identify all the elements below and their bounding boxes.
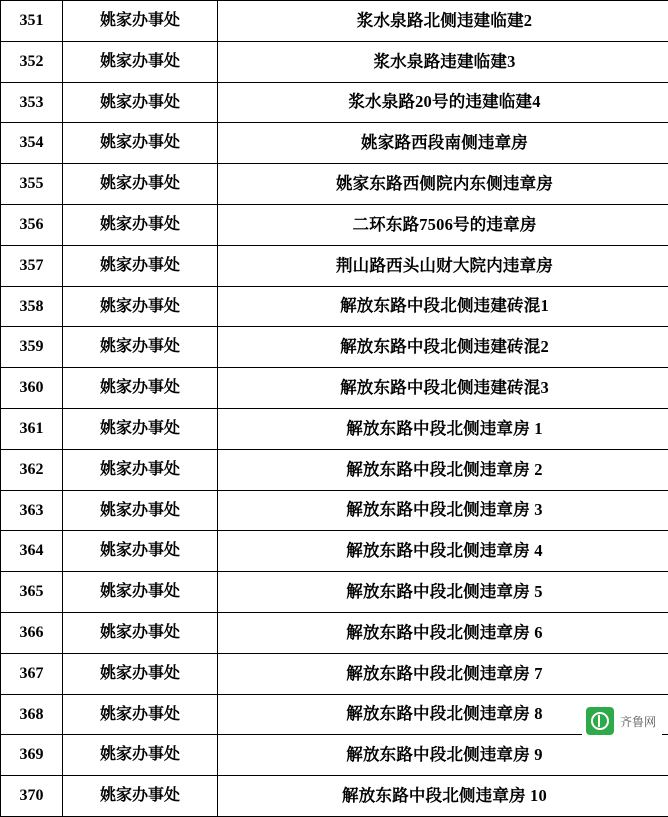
table-row: [1, 1, 668, 42]
table-row: [1, 368, 668, 409]
table-row: [1, 490, 668, 531]
table-row: [1, 531, 668, 572]
row-description: 浆水泉路20号的违建临建4: [218, 82, 668, 123]
row-office: 姚家办事处: [63, 694, 218, 735]
row-index: 362: [1, 449, 63, 490]
row-index: 368: [1, 694, 63, 735]
row-description: 解放东路中段北侧违章房 5: [218, 572, 668, 613]
table-row: [1, 245, 668, 286]
row-index: 365: [1, 572, 63, 613]
row-office: 姚家办事处: [63, 776, 218, 817]
row-index: 360: [1, 368, 63, 409]
row-index: 366: [1, 612, 63, 653]
row-description: 二环东路7506号的违章房: [218, 204, 668, 245]
row-index: 363: [1, 490, 63, 531]
row-index: 356: [1, 204, 63, 245]
row-description: 姚家路西段南侧违章房: [218, 123, 668, 164]
row-description: 解放东路中段北侧违章房 7: [218, 653, 668, 694]
table-row: [1, 449, 668, 490]
row-office: 姚家办事处: [63, 164, 218, 205]
row-description: 浆水泉路北侧违建临建2: [218, 1, 668, 42]
table-row: [1, 204, 668, 245]
row-office: 姚家办事处: [63, 531, 218, 572]
row-index: 361: [1, 408, 63, 449]
row-office: 姚家办事处: [63, 327, 218, 368]
qilu-logo-icon: [586, 707, 614, 735]
row-office: 姚家办事处: [63, 204, 218, 245]
row-index: 367: [1, 653, 63, 694]
row-index: 355: [1, 164, 63, 205]
row-index: 364: [1, 531, 63, 572]
row-description: 解放东路中段北侧违章房 10: [218, 776, 668, 817]
row-office: 姚家办事处: [63, 612, 218, 653]
row-index: 354: [1, 123, 63, 164]
row-description: 解放东路中段北侧违建砖混1: [218, 286, 668, 327]
source-badge: [582, 703, 662, 739]
source-badge-label: 齐鲁网: [620, 713, 656, 730]
row-index: 357: [1, 245, 63, 286]
row-description: 解放东路中段北侧违建砖混3: [218, 368, 668, 409]
row-index: 353: [1, 82, 63, 123]
row-description: 解放东路中段北侧违建砖混2: [218, 327, 668, 368]
row-description: 解放东路中段北侧违章房 9: [218, 735, 668, 776]
row-description: 解放东路中段北侧违章房 6: [218, 612, 668, 653]
row-office: 姚家办事处: [63, 572, 218, 613]
row-office: 姚家办事处: [63, 41, 218, 82]
table-row: [1, 735, 668, 776]
row-office: 姚家办事处: [63, 123, 218, 164]
row-description: 浆水泉路违建临建3: [218, 41, 668, 82]
row-index: 359: [1, 327, 63, 368]
table-row: [1, 286, 668, 327]
row-description: 解放东路中段北侧违章房 1: [218, 408, 668, 449]
table-row: [1, 327, 668, 368]
row-description: 解放东路中段北侧违章房 3: [218, 490, 668, 531]
row-office: 姚家办事处: [63, 449, 218, 490]
table-row: [1, 82, 668, 123]
row-office: 姚家办事处: [63, 286, 218, 327]
row-index: 370: [1, 776, 63, 817]
row-index: 358: [1, 286, 63, 327]
row-index: 352: [1, 41, 63, 82]
table-row: [1, 408, 668, 449]
row-office: 姚家办事处: [63, 490, 218, 531]
table-body: [1, 1, 668, 817]
table-row: [1, 776, 668, 817]
row-description: 姚家东路西侧院内东侧违章房: [218, 164, 668, 205]
row-office: 姚家办事处: [63, 1, 218, 42]
row-office: 姚家办事处: [63, 368, 218, 409]
table-row: [1, 41, 668, 82]
table-row: [1, 653, 668, 694]
row-office: 姚家办事处: [63, 82, 218, 123]
row-office: 姚家办事处: [63, 653, 218, 694]
row-office: 姚家办事处: [63, 735, 218, 776]
table-row: [1, 123, 668, 164]
row-office: 姚家办事处: [63, 245, 218, 286]
row-description: 解放东路中段北侧违章房 4: [218, 531, 668, 572]
row-description: 荆山路西头山财大院内违章房: [218, 245, 668, 286]
row-description: 解放东路中段北侧违章房 8: [218, 694, 668, 735]
row-description: 解放东路中段北侧违章房 2: [218, 449, 668, 490]
table-row: [1, 164, 668, 205]
table-row: [1, 572, 668, 613]
row-index: 351: [1, 1, 63, 42]
row-index: 369: [1, 735, 63, 776]
table-row: [1, 694, 668, 735]
table-row: [1, 612, 668, 653]
row-office: 姚家办事处: [63, 408, 218, 449]
